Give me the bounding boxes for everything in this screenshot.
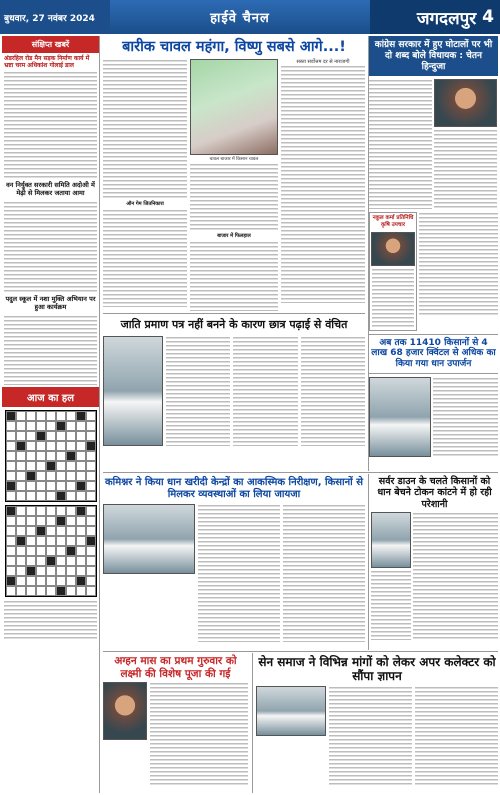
memorandum-photo bbox=[256, 686, 326, 736]
grid-cell bbox=[36, 481, 46, 491]
grid-cell bbox=[16, 481, 26, 491]
right-story-body-c bbox=[419, 212, 498, 316]
grid-cell bbox=[46, 451, 56, 461]
main-story-body-col3 bbox=[281, 65, 365, 303]
grid-cell bbox=[86, 431, 96, 441]
grid-cell bbox=[16, 471, 26, 481]
grid-cell bbox=[46, 471, 56, 481]
grid-cell bbox=[86, 461, 96, 471]
grid-cell bbox=[86, 421, 96, 431]
server-down-story bbox=[368, 474, 498, 650]
inspection-photo-1 bbox=[103, 504, 195, 574]
grid-cell bbox=[56, 421, 66, 431]
grid-cell bbox=[6, 451, 16, 461]
grid-cell bbox=[36, 516, 46, 526]
grid-cell bbox=[76, 461, 86, 471]
grid-cell bbox=[16, 516, 26, 526]
grid-cell bbox=[36, 546, 46, 556]
sen-samaj-headline: सेन समाज ने विभिन्न मांगों को लेकर अपर कलेक्टर को सौंपा ज्ञापन bbox=[258, 655, 496, 684]
brief-story-1-body bbox=[4, 71, 97, 179]
grid-cell bbox=[16, 566, 26, 576]
grid-cell bbox=[66, 566, 76, 576]
grid-cell bbox=[36, 536, 46, 546]
grid-cell bbox=[86, 566, 96, 576]
lakshmi-headline: अग्हन मास का प्रथम गुरुवार को लक्ष्मी की विशेष पूजा की गई bbox=[114, 655, 237, 680]
grid-cell bbox=[66, 536, 76, 546]
grid-cell bbox=[6, 471, 16, 481]
grid-cell bbox=[76, 586, 86, 596]
right-column bbox=[368, 36, 498, 471]
grid-cell bbox=[26, 491, 36, 501]
grid-cell bbox=[86, 441, 96, 451]
main-story-body-col1b bbox=[103, 209, 187, 307]
grid-cell bbox=[76, 451, 86, 461]
grid-cell bbox=[76, 526, 86, 536]
grid-cell bbox=[36, 421, 46, 431]
promo-photo bbox=[371, 232, 415, 266]
page-number: 4 bbox=[482, 7, 494, 27]
grid-cell bbox=[86, 556, 96, 566]
grid-cell bbox=[6, 411, 16, 421]
grid-cell bbox=[76, 481, 86, 491]
commissioner-headline: कमिश्नर ने किया धान खरीदी केन्द्रों का आकस्मिक निरीक्षण, किसानों से मिलकर व्यवस्थाओं का लिया जायजा bbox=[104, 477, 363, 500]
procurement-body bbox=[433, 377, 498, 457]
grid-cell bbox=[66, 411, 76, 421]
grid-cell bbox=[36, 586, 46, 596]
grid-cell bbox=[6, 566, 16, 576]
grid-cell bbox=[36, 576, 46, 586]
sudoku-grid-2 bbox=[5, 505, 97, 597]
grid-cell bbox=[26, 576, 36, 586]
grid-cell bbox=[56, 481, 66, 491]
secondary-story-body-c bbox=[301, 336, 365, 446]
grid-cell bbox=[86, 451, 96, 461]
masthead bbox=[0, 0, 500, 34]
grid-cell bbox=[46, 516, 56, 526]
grid-cell bbox=[16, 546, 26, 556]
grid-cell bbox=[66, 506, 76, 516]
server-down-body-b bbox=[413, 512, 498, 640]
commissioner-body-b bbox=[283, 504, 365, 642]
main-column bbox=[103, 36, 365, 471]
grid-cell bbox=[46, 461, 56, 471]
main-headline: बारीक चावल महंगा, विष्णु सबसे आगे...! bbox=[122, 39, 346, 55]
photo-caption: चावल बाजार में किसान चावल bbox=[209, 157, 259, 163]
grid-cell bbox=[46, 566, 56, 576]
secondary-headline: जाति प्रमाण पत्र नहीं बनने के कारण छात्र पढ़ाई से वंचित bbox=[103, 313, 365, 335]
grid-cell bbox=[66, 586, 76, 596]
brief-story-3-body bbox=[4, 315, 97, 385]
grid-cell bbox=[6, 421, 16, 431]
inline-label-2: बाजार में फिलहाल bbox=[217, 233, 251, 240]
sudoku-instructions bbox=[4, 600, 97, 640]
grid-cell bbox=[56, 411, 66, 421]
grid-cell bbox=[16, 576, 26, 586]
grid-cell bbox=[46, 576, 56, 586]
grid-cell bbox=[46, 431, 56, 441]
left-column bbox=[2, 36, 100, 793]
grid-cell bbox=[16, 506, 26, 516]
grid-cell bbox=[56, 491, 66, 501]
secondary-story-body-a bbox=[166, 336, 230, 446]
grid-cell bbox=[66, 516, 76, 526]
grid-cell bbox=[6, 431, 16, 441]
grid-cell bbox=[76, 516, 86, 526]
grid-cell bbox=[66, 546, 76, 556]
section-divider-2 bbox=[103, 651, 498, 652]
lakshmi-puja-story bbox=[103, 653, 248, 793]
grid-cell bbox=[76, 441, 86, 451]
grid-cell bbox=[56, 586, 66, 596]
grid-cell bbox=[86, 536, 96, 546]
grid-cell bbox=[86, 586, 96, 596]
grid-cell bbox=[16, 441, 26, 451]
grid-cell bbox=[46, 421, 56, 431]
grid-cell bbox=[16, 431, 26, 441]
inline-label-1: ऑन गेम जितनिकारा bbox=[126, 201, 164, 208]
grid-cell bbox=[86, 471, 96, 481]
grid-cell bbox=[26, 536, 36, 546]
grid-cell bbox=[66, 576, 76, 586]
brief-news-label: संक्षिप्त खबरें bbox=[2, 36, 99, 53]
brief-story-1-title: अंडरहिल रोड मैन सड़क निर्माण कार्य में भ्रष्टा चरम अधिकांश गोलाई डाल bbox=[4, 55, 90, 70]
grid-cell bbox=[6, 491, 16, 501]
grid-cell bbox=[86, 546, 96, 556]
grid-cell bbox=[66, 526, 76, 536]
grid-cell bbox=[26, 506, 36, 516]
student-photo bbox=[103, 336, 163, 446]
grid-cell bbox=[66, 491, 76, 501]
grid-cell bbox=[6, 586, 16, 596]
grid-cell bbox=[86, 481, 96, 491]
grid-cell bbox=[26, 431, 36, 441]
grid-cell bbox=[66, 481, 76, 491]
grid-cell bbox=[76, 506, 86, 516]
promo-body bbox=[372, 268, 414, 328]
grid-cell bbox=[26, 441, 36, 451]
grid-cell bbox=[76, 576, 86, 586]
grid-cell bbox=[36, 431, 46, 441]
procurement-photo bbox=[369, 377, 431, 457]
grid-cell bbox=[66, 441, 76, 451]
grid-cell bbox=[26, 471, 36, 481]
edition-name bbox=[370, 0, 500, 34]
grid-cell bbox=[36, 461, 46, 471]
grid-cell bbox=[36, 566, 46, 576]
grid-cell bbox=[6, 526, 16, 536]
grid-cell bbox=[6, 481, 16, 491]
grid-cell bbox=[26, 481, 36, 491]
commissioner-body-a bbox=[198, 504, 280, 642]
grid-cell bbox=[26, 526, 36, 536]
grid-cell bbox=[46, 586, 56, 596]
commissioner-story bbox=[103, 474, 365, 650]
grid-cell bbox=[56, 506, 66, 516]
date-text: बुधवार, 27 नवंबर 2024 bbox=[4, 13, 95, 24]
grid-cell bbox=[26, 586, 36, 596]
grid-cell bbox=[36, 451, 46, 461]
grid-cell bbox=[56, 576, 66, 586]
grid-cell bbox=[56, 546, 66, 556]
grid-cell bbox=[46, 536, 56, 546]
server-down-headline: सर्वर डाउन के चलते किसानों को धान बेचने टोकन कांटने में हो रही परेशानी bbox=[377, 476, 492, 510]
grid-cell bbox=[16, 451, 26, 461]
grid-cell bbox=[26, 556, 36, 566]
puja-photo bbox=[103, 682, 147, 740]
sen-samaj-body-a bbox=[329, 686, 412, 786]
grid-cell bbox=[46, 506, 56, 516]
issue-date bbox=[0, 0, 110, 34]
grid-cell bbox=[6, 576, 16, 586]
grid-cell bbox=[16, 586, 26, 596]
grid-cell bbox=[46, 491, 56, 501]
rice-market-photo bbox=[190, 59, 278, 155]
edition-text: जगदलपुर bbox=[416, 8, 477, 29]
grid-cell bbox=[26, 461, 36, 471]
grid-cell bbox=[56, 536, 66, 546]
grid-cell bbox=[16, 536, 26, 546]
grid-cell bbox=[26, 451, 36, 461]
grid-cell bbox=[66, 556, 76, 566]
grid-cell bbox=[26, 546, 36, 556]
grid-cell bbox=[56, 556, 66, 566]
brief-story-2-body bbox=[4, 201, 97, 293]
grid-cell bbox=[36, 506, 46, 516]
grid-cell bbox=[46, 526, 56, 536]
section-divider-1 bbox=[103, 472, 498, 473]
grid-cell bbox=[6, 556, 16, 566]
grid-cell bbox=[6, 546, 16, 556]
grid-cell bbox=[36, 441, 46, 451]
grid-cell bbox=[56, 516, 66, 526]
grid-cell bbox=[56, 526, 66, 536]
section-title: हाईवे चैनल bbox=[110, 0, 370, 34]
grid-cell bbox=[46, 441, 56, 451]
grid-cell bbox=[66, 471, 76, 481]
grid-cell bbox=[6, 536, 16, 546]
grid-cell bbox=[86, 576, 96, 586]
grid-cell bbox=[76, 546, 86, 556]
brief-story-2-title: वन निर्युक्त सरकारी समिति अदोअी में मेढ़ी से मिलकर जताया आमा bbox=[6, 181, 95, 198]
sen-samaj-body-b bbox=[415, 686, 498, 786]
right-headline: कांग्रेस सरकार में हुए घोटालों पर भी दो शब्द बोले विधायक : चेतन हिन्दुजा bbox=[369, 36, 498, 76]
grid-cell bbox=[16, 461, 26, 471]
main-story-body-col2b bbox=[190, 241, 278, 311]
grid-cell bbox=[86, 411, 96, 421]
grid-cell bbox=[6, 506, 16, 516]
grid-cell bbox=[76, 411, 86, 421]
grid-cell bbox=[76, 431, 86, 441]
grid-cell bbox=[46, 546, 56, 556]
grid-cell bbox=[76, 566, 86, 576]
grid-cell bbox=[16, 526, 26, 536]
main-story-body-col2 bbox=[190, 163, 278, 231]
right-story-body-b bbox=[434, 129, 497, 209]
grid-cell bbox=[36, 491, 46, 501]
grid-cell bbox=[16, 491, 26, 501]
grid-cell bbox=[56, 471, 66, 481]
grid-cell bbox=[26, 421, 36, 431]
grid-cell bbox=[76, 536, 86, 546]
sen-samaj-story bbox=[252, 653, 498, 793]
secondary-story-body-b bbox=[233, 336, 297, 446]
mla-photo bbox=[434, 79, 497, 127]
grid-cell bbox=[46, 556, 56, 566]
grid-cell bbox=[66, 461, 76, 471]
right-story-body-a bbox=[369, 79, 432, 209]
grid-cell bbox=[6, 461, 16, 471]
grid-cell bbox=[46, 481, 56, 491]
grid-cell bbox=[36, 411, 46, 421]
brief-story-3-title: पदुल स्कूल में नशा मुक्ति अभियान पर हुआ कार्यक्रम bbox=[5, 294, 96, 311]
grid-cell bbox=[66, 421, 76, 431]
procurement-highlight: अब तक 11410 किसानों से 4 लाख 68 हजार क्विंटल से अधिक का किया गया धान उपार्जन bbox=[369, 334, 498, 374]
grid-cell bbox=[36, 526, 46, 536]
grid-cell bbox=[66, 451, 76, 461]
grid-cell bbox=[6, 441, 16, 451]
grid-cell bbox=[26, 411, 36, 421]
grid-cell bbox=[26, 516, 36, 526]
grid-cell bbox=[86, 516, 96, 526]
farmers-photo bbox=[371, 512, 411, 568]
grid-cell bbox=[16, 556, 26, 566]
grid-cell bbox=[76, 491, 86, 501]
server-down-body-a bbox=[371, 570, 411, 640]
grid-cell bbox=[6, 516, 16, 526]
grid-cell bbox=[56, 451, 66, 461]
grid-cell bbox=[56, 441, 66, 451]
grid-cell bbox=[86, 491, 96, 501]
promo-title: नकुल कर्मा प्रतिनिधि कृषि उपचार bbox=[372, 215, 414, 228]
grid-cell bbox=[66, 431, 76, 441]
sudoku-grid-1 bbox=[5, 410, 97, 502]
grid-cell bbox=[16, 411, 26, 421]
grid-cell bbox=[16, 421, 26, 431]
grid-cell bbox=[76, 471, 86, 481]
grid-cell bbox=[56, 461, 66, 471]
grid-cell bbox=[76, 421, 86, 431]
lakshmi-body bbox=[150, 682, 248, 786]
grid-cell bbox=[76, 556, 86, 566]
main-subhead: सस्ता सर्वोत्तम दर से नाराजगी bbox=[296, 59, 350, 66]
grid-cell bbox=[26, 566, 36, 576]
grid-cell bbox=[46, 411, 56, 421]
sudoku-title: आज का हल bbox=[2, 387, 99, 407]
grid-cell bbox=[86, 506, 96, 516]
main-story-body-col1 bbox=[103, 59, 187, 199]
grid-cell bbox=[56, 431, 66, 441]
grid-cell bbox=[56, 566, 66, 576]
grid-cell bbox=[36, 556, 46, 566]
grid-cell bbox=[36, 471, 46, 481]
grid-cell bbox=[86, 526, 96, 536]
